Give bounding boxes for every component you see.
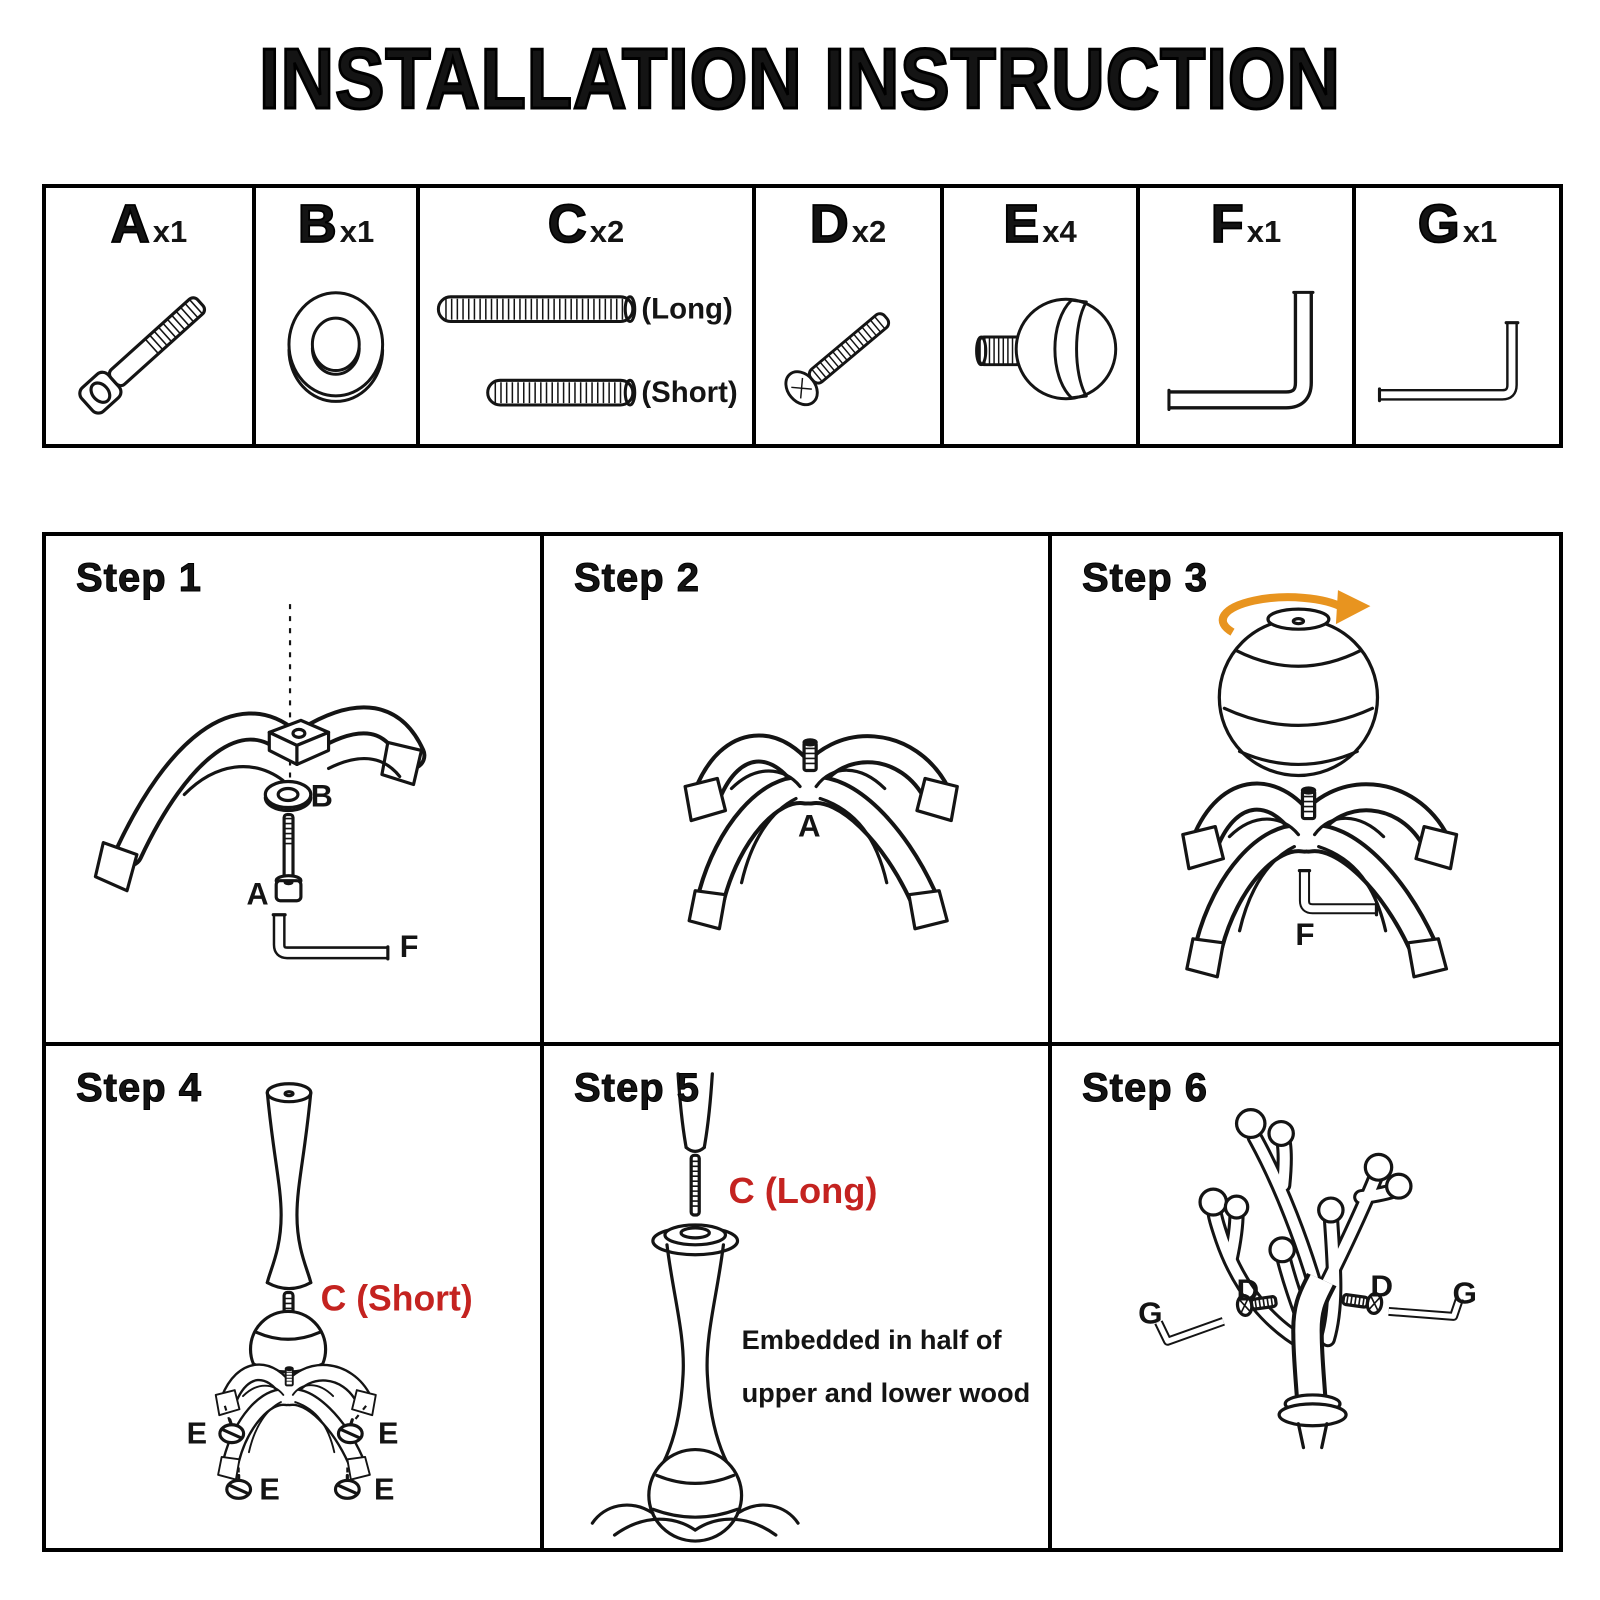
allen-key-f-drawing	[279, 915, 388, 953]
part-e-id: E	[1003, 194, 1040, 254]
part-g-id: G	[1417, 194, 1460, 254]
callout-g1: G	[1138, 1295, 1163, 1331]
part-c-id: C	[547, 194, 587, 254]
callout-f: F	[1295, 916, 1315, 952]
part-f-qty: x1	[1246, 214, 1282, 249]
part-cell-a	[46, 188, 256, 444]
step-5-diagram	[544, 1046, 1048, 1548]
step-cell-1	[46, 536, 544, 1046]
part-e-qty: x4	[1042, 214, 1077, 249]
callout-e3: E	[259, 1471, 280, 1507]
step-4-title: Step 4	[76, 1066, 203, 1110]
part-cell-b	[256, 188, 420, 444]
step-3-title: Step 3	[1082, 556, 1209, 600]
step-cell-6	[1052, 1046, 1559, 1548]
thumb-screw-icon	[948, 254, 1132, 444]
part-f-header	[1211, 194, 1281, 254]
rod-long-label: (Long)	[641, 292, 733, 326]
step-1-title: Step 1	[76, 556, 203, 600]
callout-c-long: C (Long)	[728, 1170, 878, 1212]
step-cell-5	[544, 1046, 1052, 1548]
callout-e2: E	[377, 1415, 399, 1451]
note-line-2: upper and lower wood	[741, 1378, 1031, 1408]
callout-d1: D	[1236, 1272, 1260, 1308]
rod-short-label: (Short)	[641, 376, 738, 410]
part-b-id: B	[297, 194, 337, 254]
part-c-header	[548, 194, 624, 254]
callout-c-short: C (Short)	[320, 1278, 473, 1319]
part-f-id: F	[1210, 194, 1244, 254]
step-cell-4	[46, 1046, 544, 1548]
step-6-title: Step 6	[1082, 1066, 1209, 1110]
note-line-1: Embedded in half of	[741, 1325, 1002, 1356]
part-d-id: D	[809, 194, 849, 254]
allen-key-small-icon	[1360, 254, 1555, 444]
callout-f: F	[399, 928, 419, 964]
step-2-title: Step 2	[574, 556, 701, 600]
step-cell-2	[544, 536, 1052, 1046]
page-title: INSTALLATION INSTRUCTION	[259, 31, 1341, 127]
part-a-id: A	[110, 194, 150, 254]
threaded-rod-icon	[427, 254, 746, 444]
step-1-diagram	[46, 536, 540, 1042]
step-6-diagram	[1052, 1046, 1559, 1548]
part-cell-g	[1356, 188, 1559, 444]
hex-socket-bolt-icon	[50, 254, 248, 444]
rotate-arrowhead-icon	[1336, 590, 1370, 624]
callout-b: B	[310, 778, 333, 814]
part-cell-d	[756, 188, 944, 444]
step-cell-3	[1052, 536, 1559, 1046]
phillips-screw-icon	[760, 254, 937, 444]
part-d-header	[810, 194, 886, 254]
part-cell-c	[420, 188, 756, 444]
callout-a: A	[246, 876, 269, 912]
washer-icon	[259, 254, 413, 444]
step-2-diagram	[544, 536, 1048, 1042]
part-b-header	[298, 194, 374, 254]
allen-key-large-icon	[1144, 254, 1348, 444]
part-e-header	[1003, 194, 1077, 254]
part-a-header	[111, 194, 187, 254]
part-d-qty: x2	[851, 214, 887, 249]
callout-a: A	[798, 808, 821, 844]
step-3-diagram	[1052, 536, 1559, 1042]
hook-ball-drawing	[1237, 1110, 1265, 1138]
part-g-header	[1418, 194, 1498, 254]
step-4-diagram	[46, 1046, 540, 1548]
part-cell-e	[944, 188, 1140, 444]
part-cell-f	[1140, 188, 1356, 444]
callout-e1: E	[186, 1415, 208, 1451]
callout-d2: D	[1370, 1268, 1394, 1304]
part-g-qty: x1	[1462, 214, 1498, 249]
steps-grid	[42, 532, 1563, 1552]
part-b-qty: x1	[339, 214, 375, 249]
callout-e4: E	[374, 1471, 395, 1507]
step-5-title: Step 5	[574, 1066, 701, 1110]
parts-table	[42, 184, 1563, 448]
callout-g2: G	[1452, 1275, 1477, 1311]
part-a-qty: x1	[152, 214, 188, 249]
part-c-qty: x2	[589, 214, 625, 249]
